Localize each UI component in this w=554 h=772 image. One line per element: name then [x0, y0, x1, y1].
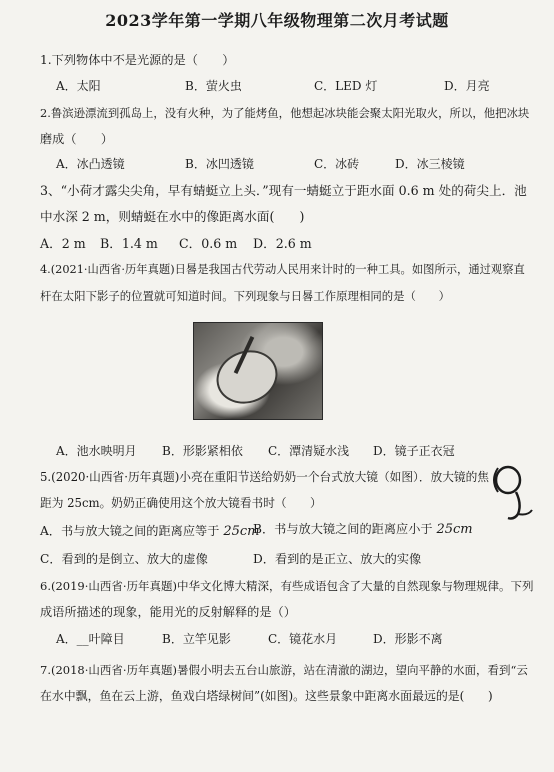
question-7-stem-line1: 7.(2018·山西省·历年真题)暑假小明去五台山旅游，站在清澈的湖边，望向平静的水面，看到“云	[40, 663, 528, 677]
q1-option-b: B．萤火虫	[185, 79, 242, 93]
q4-option-d: D．镜子正衣冠	[373, 444, 455, 458]
q3-option-d: D．2.6 m	[253, 236, 312, 251]
q1-option-d: D．月亮	[444, 79, 490, 93]
question-2-stem-line2: 磨成（ ）	[40, 132, 114, 146]
q4-option-a: A．池水映明月	[56, 444, 137, 458]
question-1-stem: 1.下列物体中不是光源的是（ ）	[40, 53, 235, 67]
question-4-stem-line1: 4.(2021·山西省·历年真题)日晷是我国古代劳动人民用来计时的一种工具。如图所示，通过观察直	[40, 263, 525, 276]
q5-option-b-value: 25cm	[436, 522, 473, 537]
q5-option-d: D．看到的是正立、放大的实像	[253, 552, 422, 566]
sundial-photo	[193, 322, 323, 420]
q6-option-a: A．__叶障目	[56, 632, 125, 646]
q4-option-c: C．潭清疑水浅	[268, 444, 350, 458]
question-4-stem-line2: 杆在太阳下影子的位置就可知道时间。下列现象与日晷工作原理相同的是（ ）	[40, 289, 451, 303]
q3-option-a: A．2 m	[40, 236, 86, 251]
q6-option-c: C．镜花水月	[268, 632, 338, 646]
q2-option-b: B．冰凹透镜	[185, 157, 254, 171]
exam-title: 2023学年第一学期八年级物理第二次月考试题	[105, 11, 449, 30]
q2-option-a: A．冰凸透镜	[56, 157, 125, 171]
q1-option-a: A．太阳	[56, 79, 101, 93]
q3-option-b: B．1.4 m	[100, 236, 158, 251]
question-6-stem-line2: 成语所描述的现象，能用光的反射解释的是（）	[40, 605, 296, 619]
q3-option-c: C．0.6 m	[179, 236, 238, 251]
q5-option-c: C．看到的是倒立、放大的虚像	[40, 552, 208, 566]
question-6-stem-line1: 6.(2019·山西省·历年真题)中华文化博大精深，有些成语包含了大量的自然现象与物理规律。下列	[40, 579, 534, 593]
q4-option-b: B．形影紧相依	[162, 444, 243, 458]
q5-option-b	[253, 521, 473, 538]
q2-option-c: C．冰砖	[314, 157, 360, 171]
question-5-stem-line2: 距为 25cm。奶奶正确使用这个放大镜看书时（ ）	[40, 496, 322, 510]
question-3-stem-line2: 中水深 2 m，则蜻蜓在水中的像距离水面( )	[40, 209, 305, 224]
q5-option-a-text: A．书与放大镜之间的距离应等于	[40, 524, 220, 538]
question-5-stem-line1: 5.(2020·山西省·历年真题)小亮在重阳节送给奶奶一个台式放大镜（如图）．放大镜的焦	[40, 470, 489, 484]
q5-option-a-value: 25cm	[223, 524, 260, 539]
q2-option-d: D．冰三棱镜	[395, 157, 465, 171]
q1-option-c: C．LED 灯	[314, 79, 378, 93]
magnifier-figure	[488, 464, 536, 524]
question-7-stem-line2: 在水中飘，鱼在云上游，鱼戏白塔绿树间”(如图)。这些景象中距离水面最远的是( )	[40, 689, 493, 703]
q5-option-b-text: B．书与放大镜之间的距离应小于	[253, 522, 433, 536]
q5-option-a	[40, 523, 259, 540]
q6-option-d: D．形影不离	[373, 632, 443, 646]
q6-option-b: B．立竿见影	[162, 632, 231, 646]
question-2-stem-line1: 2.鲁滨逊漂流到孤岛上，没有火种，为了能烤鱼，他想起冰块能会聚太阳光取火，所以，他把冰块	[40, 106, 530, 120]
question-3-stem-line1: 3、“小荷才露尖尖角，早有蜻蜓立上头．”现有一蜻蜓立于距水面 0.6 m 处的荷尖上．池	[40, 183, 527, 198]
